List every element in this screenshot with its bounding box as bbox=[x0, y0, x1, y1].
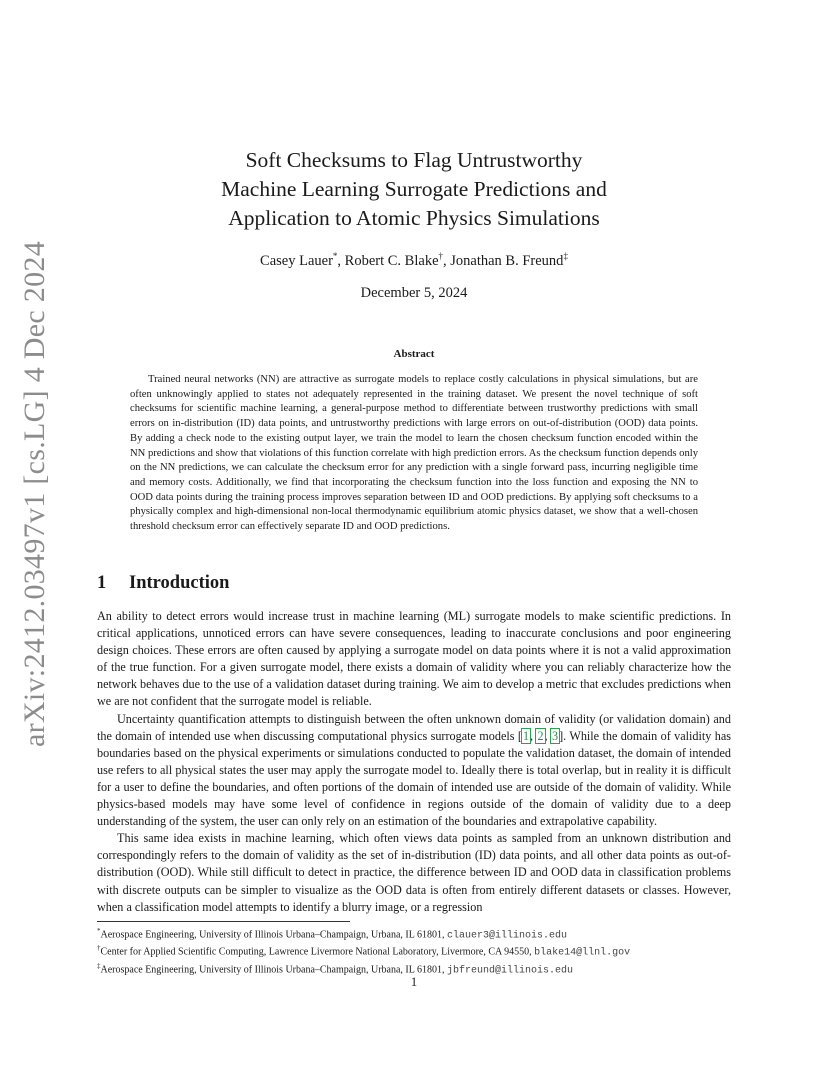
author-name: Robert C. Blake bbox=[344, 252, 439, 269]
footnote-text: Center for Applied Scientific Computing, Lawrence Livermore National Laboratory, Livermore, CA 94550, bbox=[100, 946, 535, 958]
paragraph: Uncertainty quantification attempts to distinguish between the often unknown domain of validity (or validation domain) and the domain of intended use when discussing computational physics surrogate models [1, 2, 3]. While the domain of validity has boundaries based on the physical experiments or simulations conducted to populate the validation dataset, the domain of intended use refers to all physical states the user may apply the surrogate model to. Ideally there is total overlap, but in reality it is difficult for a user to define the boundaries, and often portions of the domain of intended use are outside of the domain of validity. While physics-based models may have some level of confidence in regions outside of the domain of validity due to a deep understanding of the system, the user can only rely on an estimation of the boundaries and extrapolative capability. bbox=[97, 711, 732, 829]
author-mark[interactable]: ‡ bbox=[563, 251, 568, 261]
footnote-rule bbox=[97, 921, 350, 922]
paper-title bbox=[120, 146, 708, 233]
title-line: Machine Learning Surrogate Predictions and bbox=[221, 177, 607, 201]
author-mark[interactable]: † bbox=[438, 251, 444, 261]
author-mark[interactable]: * bbox=[332, 251, 338, 261]
footnote bbox=[97, 942, 737, 959]
paragraph-text: Uncertainty quantification attempts to distinguish between the often unknown domain of validity (or validation domain) and the domain of intended use when discussing computational physics surrogate models [ bbox=[97, 711, 731, 743]
author-name: Casey Lauer bbox=[260, 252, 333, 269]
body-text bbox=[97, 608, 731, 916]
footnote-text: Aerospace Engineering, University of Illinois Urbana–Champaign, Urbana, IL 61801, bbox=[100, 963, 447, 975]
publication-date: December 5, 2024 bbox=[360, 285, 468, 301]
citation-link[interactable]: 2 bbox=[537, 728, 544, 743]
author-list: Casey Lauer*, Robert C. Blake†, Jonathan B. Freund‡ bbox=[260, 251, 568, 269]
footnote-mark: ‡ bbox=[97, 961, 101, 970]
footnote-mark: † bbox=[97, 944, 101, 953]
email-link[interactable]: clauer3@illinois.edu bbox=[446, 930, 568, 942]
abstract-text: Trained neural networks (NN) are attractive as surrogate models to replace costly calculations in physical simulations, but are often unknowingly applied to states not adequately represented in the training dataset. We present the novel technique of soft checksums for scientific machine learning, a general-purpose method to differentiate between trustworthy predictions with small errors on in-distribution (ID) data points, and untrustworthy predictions with large errors on out-of-distribution (OOD) data points. By adding a check node to the existing output layer, we train the model to learn the chosen checksum function encoded within the NN predictions and show that violations of this function correlate with high prediction errors. As the checksum function depends only on the NN predictions, we can calculate the checksum error for any prediction with a single forward pass, incurring negligible time and memory costs. Additionally, we find that incorporating the checksum function into the loss function and exposing the NN to OOD data points during the training process improves separation between ID and OOD predictions. By applying soft checksums to a physically complex and high-dimensional non-local thermodynamic equilibrium atomic physics dataset, we show that a well-chosen threshold checksum error can effectively separate ID and OOD predictions. bbox=[130, 374, 698, 533]
arxiv-identifier: arXiv:2412.03497v1 [cs.LG] 4 Dec 2024 bbox=[18, 241, 51, 747]
footnotes bbox=[97, 925, 737, 977]
section-title: Introduction bbox=[129, 573, 230, 593]
page-number: 1 bbox=[410, 975, 418, 989]
footnote-text: Aerospace Engineering, University of Illinois Urbana–Champaign, Urbana, IL 61801, bbox=[100, 929, 447, 941]
citation-link[interactable]: 1 bbox=[522, 728, 530, 743]
author-name: Jonathan B. Freund bbox=[450, 252, 564, 269]
footnote-mark: * bbox=[97, 927, 101, 935]
email-link[interactable]: blake14@llnl.gov bbox=[534, 947, 631, 959]
title-line: Soft Checksums to Flag Untrustworthy bbox=[245, 148, 583, 172]
footnote bbox=[97, 925, 737, 942]
title-line: Application to Atomic Physics Simulations bbox=[228, 206, 600, 230]
section-number: 1 bbox=[97, 573, 107, 593]
paragraph: This same idea exists in machine learning, which often views data points as sampled from an unknown distribution and correspondingly refers to the domain of validity as the set of in-distribution (ID) data points, and all other data points as out-of-distribution (OOD). While still difficult to detect in practice, the difference between ID and OOD data in classification problems with discrete outputs can be simpler to visualize as the OOD data is often from entirely different datasets or classes. However, when a classification model attempts to identify a blurry image, or a regression bbox=[97, 831, 731, 914]
section-heading bbox=[97, 573, 229, 594]
citation-link[interactable]: 3 bbox=[551, 728, 559, 743]
abstract-heading: Abstract bbox=[393, 348, 435, 360]
abstract bbox=[130, 373, 698, 535]
email-link[interactable]: jbfreund@illinois.edu bbox=[446, 964, 574, 976]
paragraph-text: ]. While the domain of validity has boundaries based on the physical experiments or simulations conducted to populate the validation dataset, the domain of intended use refers to all physical states the user may apply the surrogate model to. Ideally there is total overlap, but in reality it is difficult for a user to define the boundaries, and often portions of the domain of intended use are outside of the domain of validity. While physics-based models may have some level of confidence in regions outside of the domain of validity due to a deep understanding of the system, the user can only rely on an estimation of the boundaries and extrapolative capability. bbox=[97, 728, 732, 829]
paragraph: An ability to detect errors would increase trust in machine learning (ML) surrogate models to make scientific predictions. In critical applications, unnoticed errors can have severe consequences, leading to inaccurate conclusions and poor engineering design choices. These errors are often caused by applying a surrogate model on data points where it is not a valid approximation of the true function. For a given surrogate model, there exists a domain of validity where you can reliably characterize how the network behaves due to the use of a validation dataset during training. We aim to develop a metric that excludes predictions when we are not confident that the surrogate model is reliable. bbox=[97, 609, 731, 709]
